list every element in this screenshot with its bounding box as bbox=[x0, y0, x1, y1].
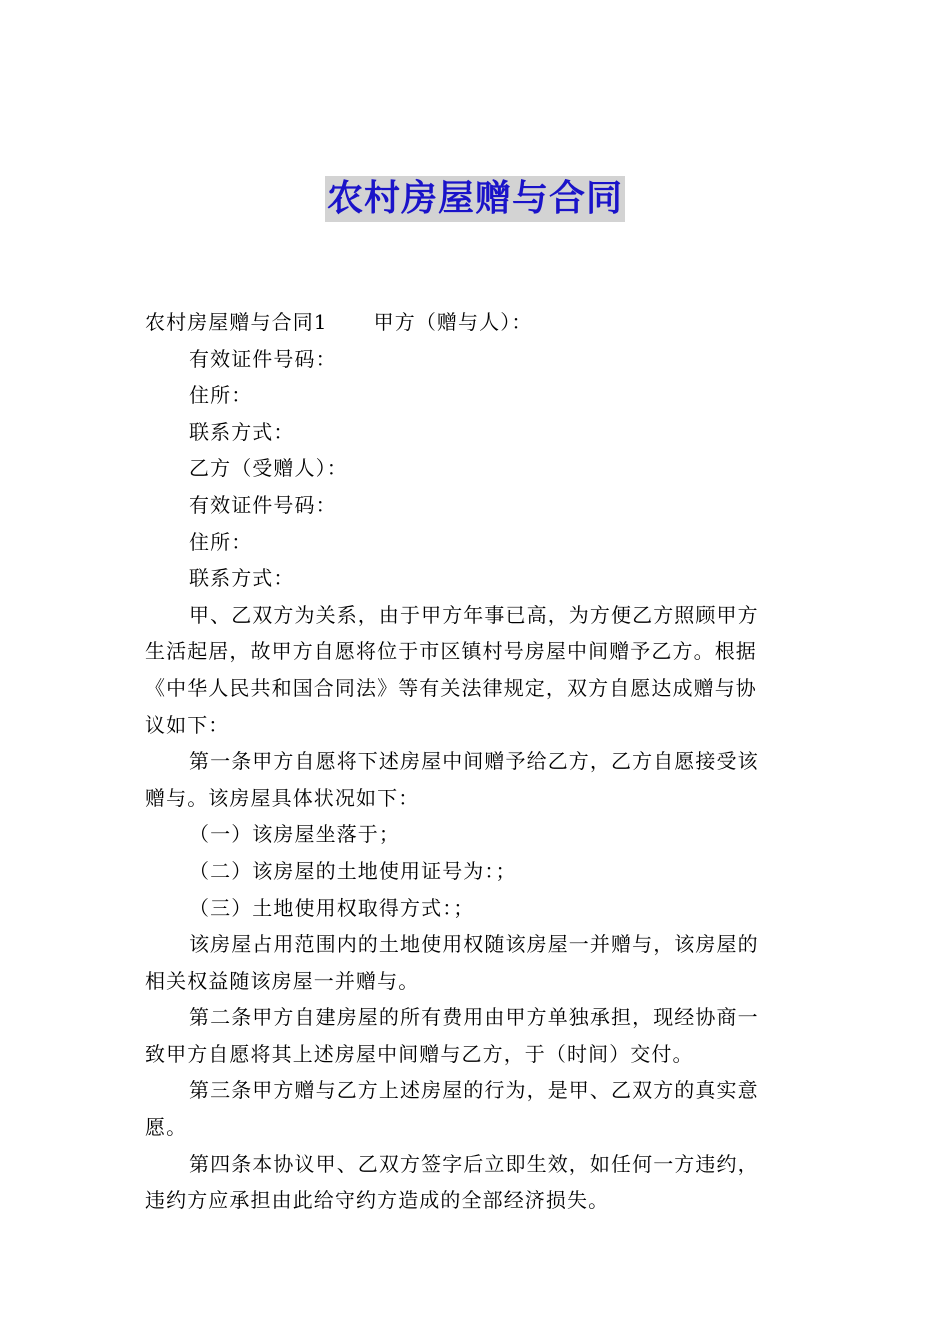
intro-ref: 农村房屋赠与合同1 bbox=[145, 310, 328, 334]
article-1-item-2: （二）该房屋的土地使用证号为：； bbox=[189, 858, 517, 883]
party-b-contact-line: 联系方式： bbox=[189, 566, 295, 591]
document-body bbox=[145, 304, 807, 1219]
title-container bbox=[0, 176, 950, 222]
article-1-item-1: （一）该房屋坐落于； bbox=[189, 822, 400, 847]
article-1-line: 第一条甲方自愿将下述房屋中间赠予给乙方，乙方自愿接受该 bbox=[189, 749, 759, 774]
party-b-label: 乙方（受赠人）： bbox=[189, 456, 348, 481]
document-title: 农村房屋赠与合同 bbox=[325, 176, 625, 222]
paragraph-line: 《中华人民共和国合同法》等有关法律规定，双方自愿达成赠与协 bbox=[145, 675, 757, 700]
paragraph-line: 甲、乙双方为关系，由于甲方年事已高，为方便乙方照顾甲方 bbox=[189, 602, 759, 627]
paragraph-line: 生活起居，故甲方自愿将位于市区镇村号房屋中间赠予乙方。根据 bbox=[145, 639, 757, 664]
article-1-line: 赠与。该房屋具体状况如下： bbox=[145, 785, 420, 810]
article-1-note-line: 该房屋占用范围内的土地使用权随该房屋一并赠与，该房屋的 bbox=[189, 932, 759, 957]
article-3-line: 愿。 bbox=[145, 1115, 188, 1140]
party-a-label: 甲方（赠与人）： bbox=[373, 310, 533, 334]
party-a-id-line: 有效证件号码： bbox=[189, 346, 337, 371]
article-4-line: 违约方应承担由此给守约方造成的全部经济损失。 bbox=[145, 1188, 610, 1213]
article-1-note-line: 相关权益随该房屋一并赠与。 bbox=[145, 968, 420, 993]
party-a-contact-line: 联系方式： bbox=[189, 419, 295, 444]
article-2-line: 第二条甲方自建房屋的所有费用由甲方单独承担，现经协商一 bbox=[189, 1005, 759, 1030]
party-b-id-line: 有效证件号码： bbox=[189, 492, 337, 517]
paragraph-line: 议如下： bbox=[145, 712, 230, 737]
article-3-line: 第三条甲方赠与乙方上述房屋的行为，是甲、乙双方的真实意 bbox=[189, 1078, 759, 1103]
party-b-address-line: 住所： bbox=[189, 529, 253, 554]
party-a-address-line: 住所： bbox=[189, 383, 253, 408]
intro-line bbox=[145, 304, 807, 341]
article-1-item-3: （三）土地使用权取得方式：； bbox=[189, 895, 475, 920]
article-2-line: 致甲方自愿将其上述房屋中间赠与乙方，于（时间）交付。 bbox=[145, 1041, 694, 1066]
article-4-line: 第四条本协议甲、乙双方签字后立即生效，如任何一方违约， bbox=[189, 1151, 759, 1176]
